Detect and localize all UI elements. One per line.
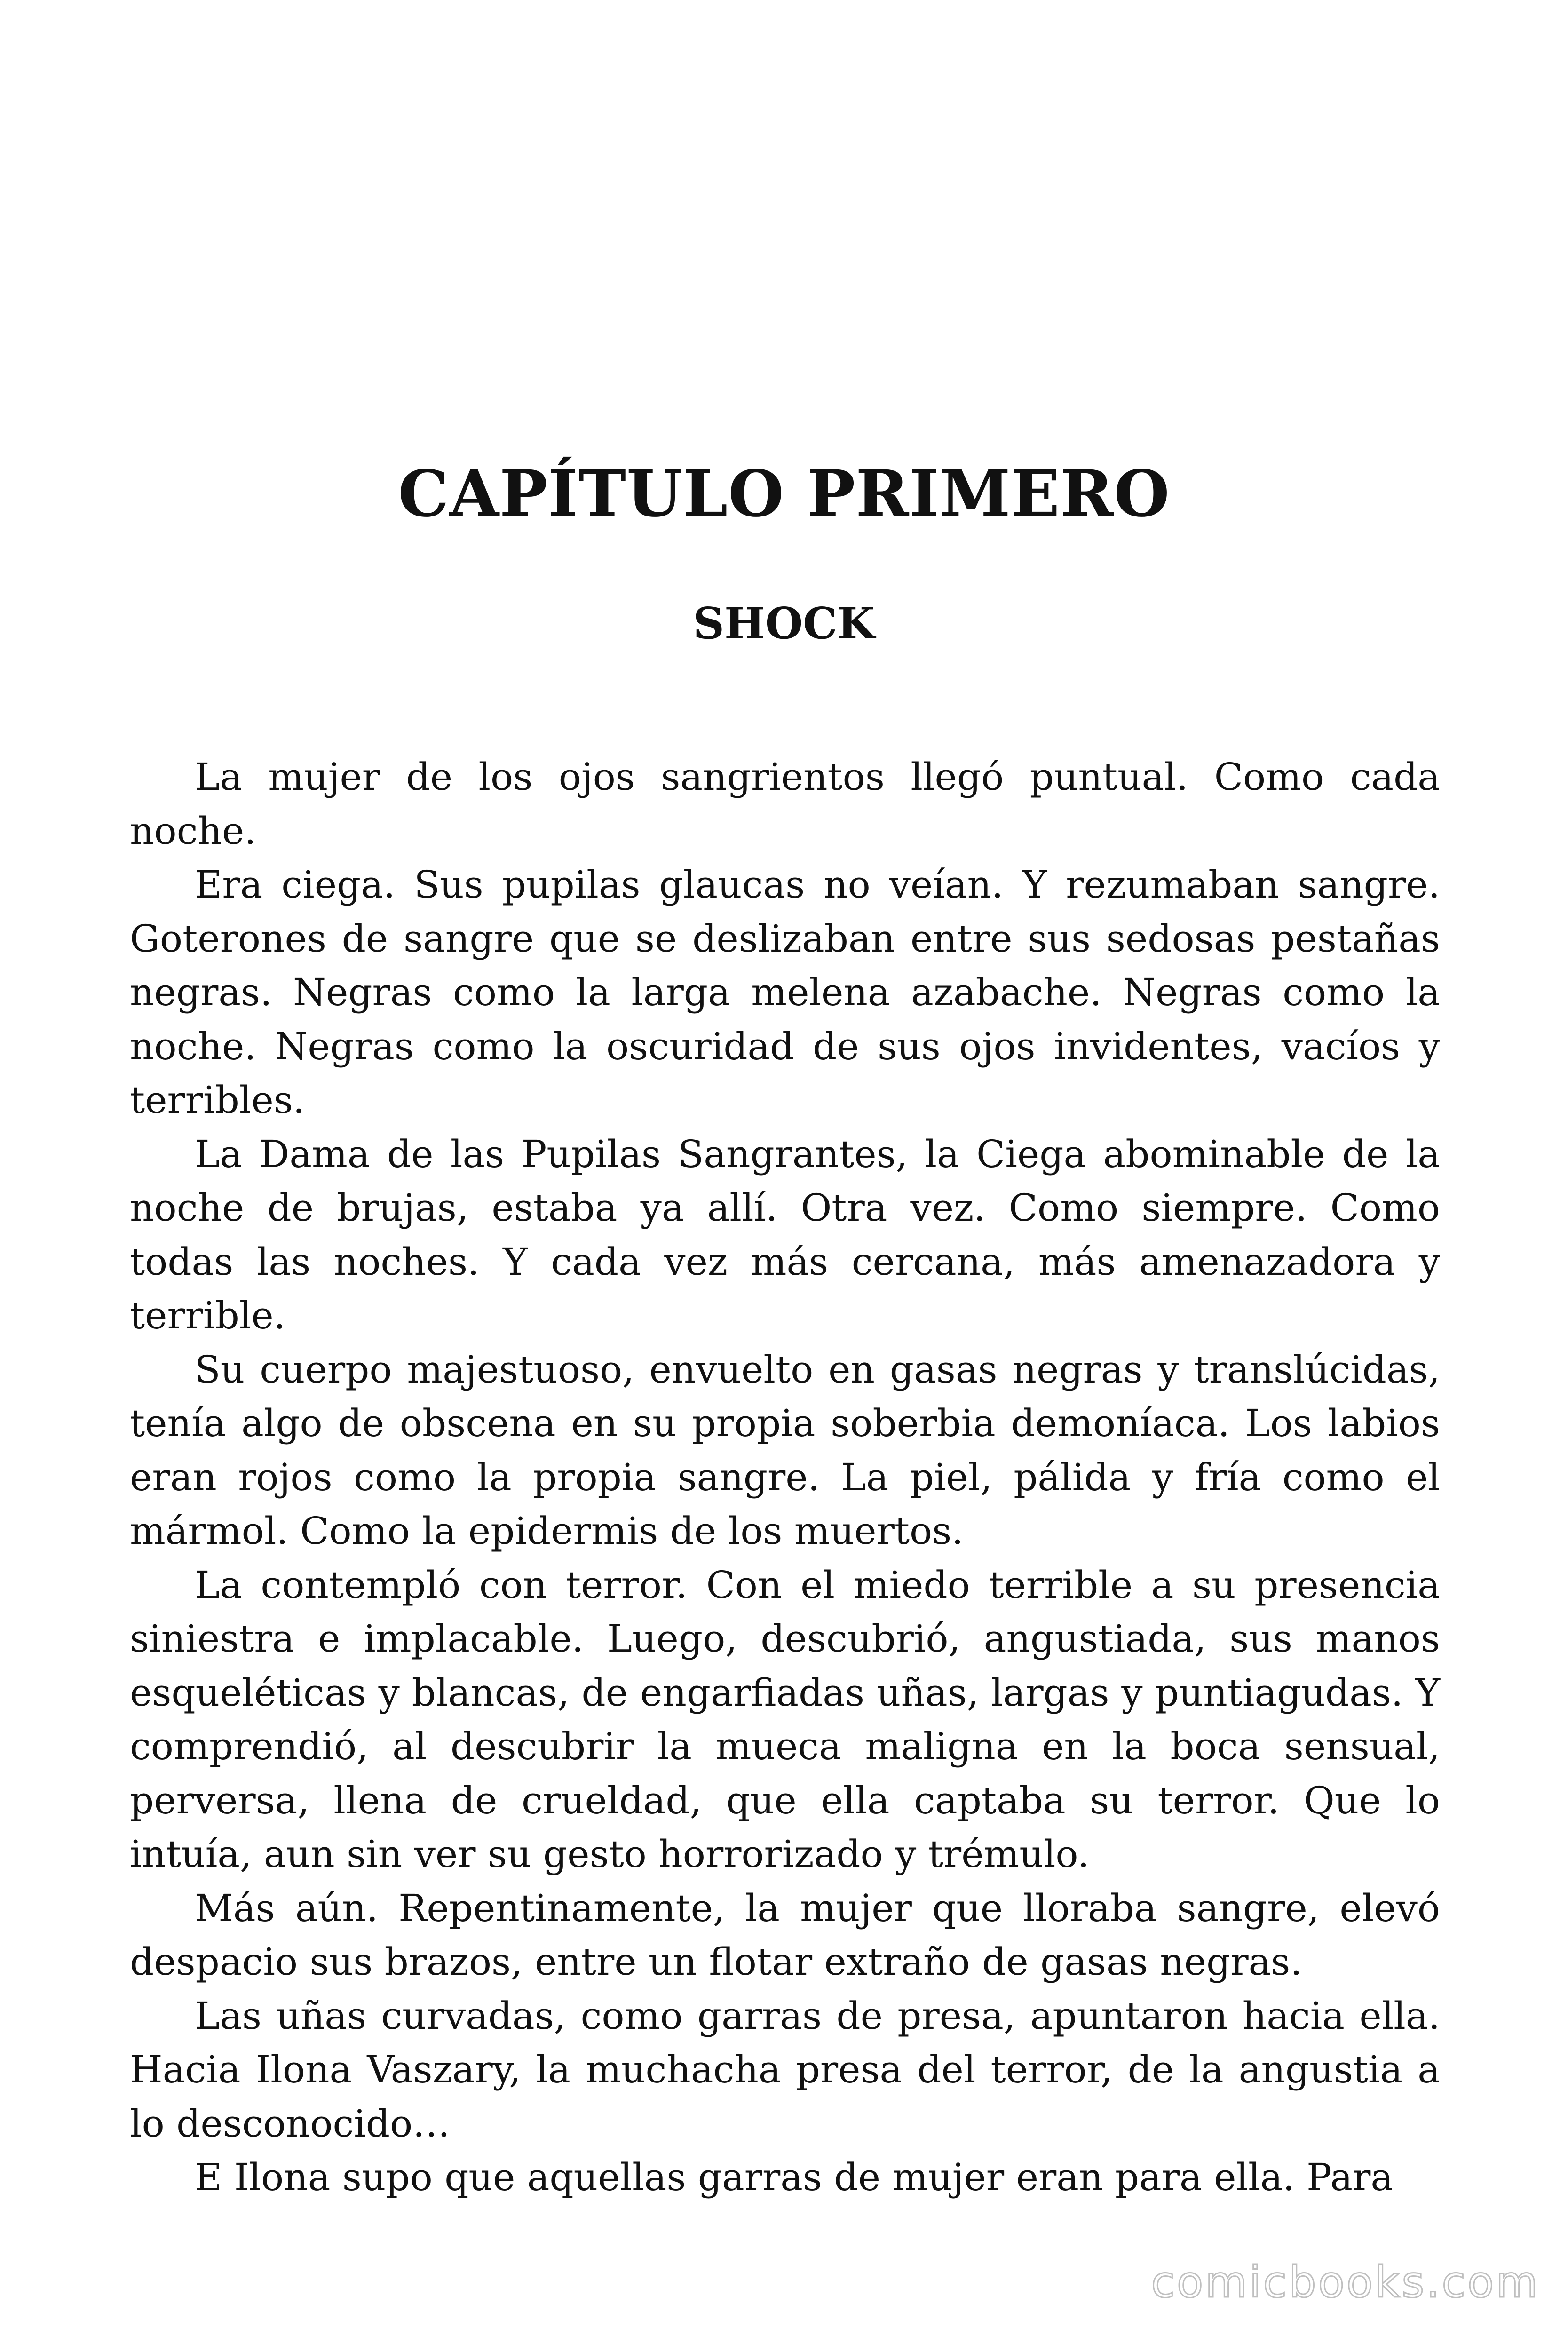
paragraph-1: La mujer de los ojos sangrientos llegó puntual. Como cada noche. bbox=[130, 755, 1440, 853]
paragraph-2: Era ciega. Sus pupilas glaucas no veían. Y rezumaban sangre. Goterones de sangre que se deslizaban entre sus sedosas pestañas negras. Negras como la larga melena azabache. Negras como la noche. Negras como la oscuridad de sus ojos invidentes, vacíos y terribles. bbox=[130, 863, 1440, 1122]
paragraph-5: La contempló con terror. Con el miedo terrible a su presencia siniestra e implacable. Luego, descubrió, angustiada, sus manos esqueléticas y blancas, de engarfiadas uñas, largas y puntiagudas. Y comprendió, al descubrir la mueca maligna en la boca sensual, perversa, llena de crueldad, que ella captaba su terror. Que lo intuía, aun sin ver su gesto horrorizado y trémulo. bbox=[130, 1563, 1440, 1876]
paragraph-8: E Ilona supo que aquellas garras de mujer eran para ella. Para bbox=[195, 2155, 1394, 2199]
section-title: SHOCK bbox=[693, 598, 875, 649]
body-text bbox=[130, 750, 1440, 2205]
paragraph-4: Su cuerpo majestuoso, envuelto en gasas negras y translúcidas, tenía algo de obscena en su propia soberbia demoníaca. Los labios eran rojos como la propia sangre. La piel, pálida y fría como el mármol. Como la epidermis de los muertos. bbox=[130, 1347, 1440, 1553]
paragraph-6: Más aún. Repentinamente, la mujer que lloraba sangre, elevó despacio sus brazos, entre un flotar extraño de gasas negras. bbox=[130, 1886, 1440, 1984]
chapter-title: CAPÍTULO PRIMERO bbox=[398, 456, 1170, 532]
paragraph-7: Las uñas curvadas, como garras de presa, apuntaron hacia ella. Hacia Ilona Vaszary, la muchacha presa del terror, de la angustia a lo desconocido… bbox=[130, 1994, 1440, 2145]
paragraph-3: La Dama de las Pupilas Sangrantes, la Ciega abominable de la noche de brujas, estaba ya allí. Otra vez. Como siempre. Como todas las noches. Y cada vez más cercana, más amenazadora y terrible. bbox=[130, 1132, 1440, 1337]
watermark: comicbooks.com bbox=[1151, 2257, 1540, 2307]
